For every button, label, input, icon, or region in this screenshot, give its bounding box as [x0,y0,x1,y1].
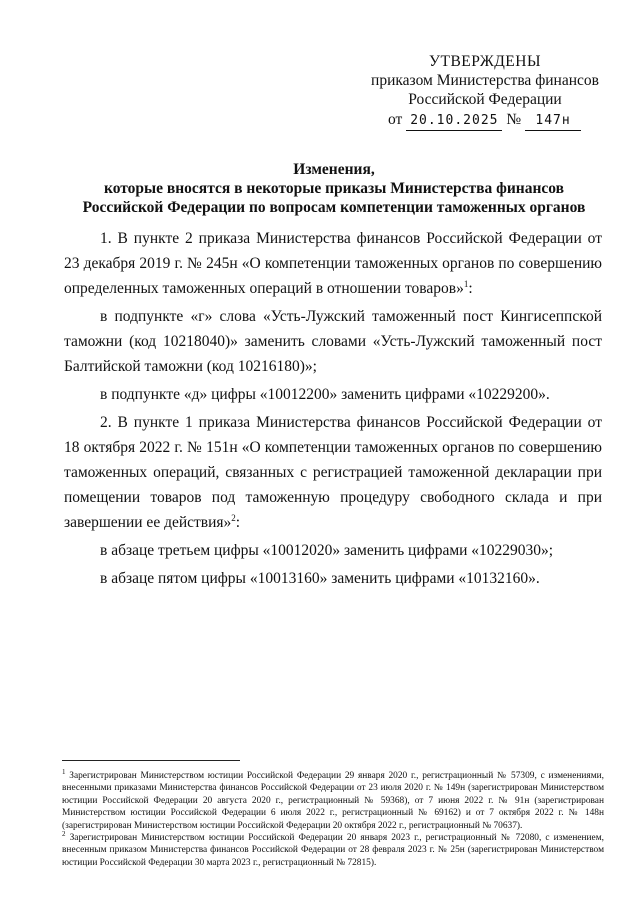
paragraph-4-end: : [235,514,241,531]
order-number: 147н [525,111,581,131]
paragraph-2: в подпункте «г» слова «Усть-Лужский таможенный пост Кингисеппской таможни (код 10218040)» заменить словами «Усть-Лужский таможенный пост Балтийской таможни (код 10216180)»; [64,308,602,375]
title-line-1: Изменения, [293,161,375,178]
footnote-1-mark: 1 [62,767,66,776]
footnote-2-mark: 2 [62,829,66,838]
paragraph-4 [64,410,602,535]
approval-order-text: приказом Министерства финансов [371,72,599,89]
footnote-separator [62,760,240,761]
approved-heading: УТВЕРЖДЕНЫ [429,53,541,70]
order-date: 20.10.2025 [406,111,502,131]
title-line-3: Российской Федерации по вопросам компетенции таможенных органов [82,199,586,216]
approval-country-text: Российской Федерации [408,91,562,108]
paragraph-1-end: : [468,280,473,297]
document-body [64,226,602,594]
document-title [60,160,608,217]
footnote-ref-1: 1 [463,278,469,289]
title-line-2: которые вносятся в некоторые приказы Министерства финансов [103,180,565,197]
paragraph-3: в подпункте «д» цифры «10012200» заменить цифрами «10229200». [100,386,550,403]
footnote-ref-2: 2 [231,512,236,523]
paragraph-1-text: 1. В пункте 2 приказа Министерства финансов Российской Федерации от 23 декабря 2019 г. № 245н «О компетенции таможенных органов по совершению определенных таможенных операций в отношении товаров» [64,230,602,297]
order-date-number-line [360,110,610,131]
paragraph-4-text: 2. В пункте 1 приказа Министерства финансов Российской Федерации от 18 октября 2022 г. № 151н «О компетенции таможенных органов по совершению таможенных операций, связанных с регистрацией таможенной декларации при помещении товаров под таможенную процедуру свободного склада и при завершении ее действия» [64,414,602,531]
footnote-2 [62,829,604,869]
approval-block [360,52,610,131]
paragraph-6: в абзаце пятом цифры «10013160» заменить цифрами «10132160». [100,570,540,587]
footnote-2-text: Зарегистрирован Министерством юстиции Российской Федерации 20 января 2023 г., регистрационный № 72080, с изменением, внесенным приказом Министерства финансов Российской Федерации от 28 февраля 2023 г. № 25н (зарегистрирован Министерством юстиции Российской Федерации 30 марта 2023 г., регистрационный № 72815). [62,833,604,868]
paragraph-5: в абзаце третьем цифры «10012020» заменить цифрами «10229030»; [100,542,554,559]
from-label: от [388,111,403,128]
footnote-1 [62,767,604,832]
number-sign: № [506,111,522,128]
footnotes [62,767,604,869]
paragraph-1 [64,226,602,301]
footnote-1-text: Зарегистрирован Министерством юстиции Российской Федерации 29 января 2020 г., регистрационный № 57309, с изменениями, внесенными приказами Министерства финансов Российской Федерации от 23 июля 2020 г. № 149н (зарегистрирован Министерством юстиции Российской Федерации 20 августа 2020 г., регистрационный № 59368), от 7 июня 2022 г. № 91н (зарегистрирован Министерством юстиции Российской Федерации 6 июля 2022 г., регистрационный № 69162) и от 7 октября 2022 г. № 148н (зарегистрирован Министерством юстиции Российской Федерации 20 октября 2022 г., регистрационный № 70637). [62,771,604,831]
